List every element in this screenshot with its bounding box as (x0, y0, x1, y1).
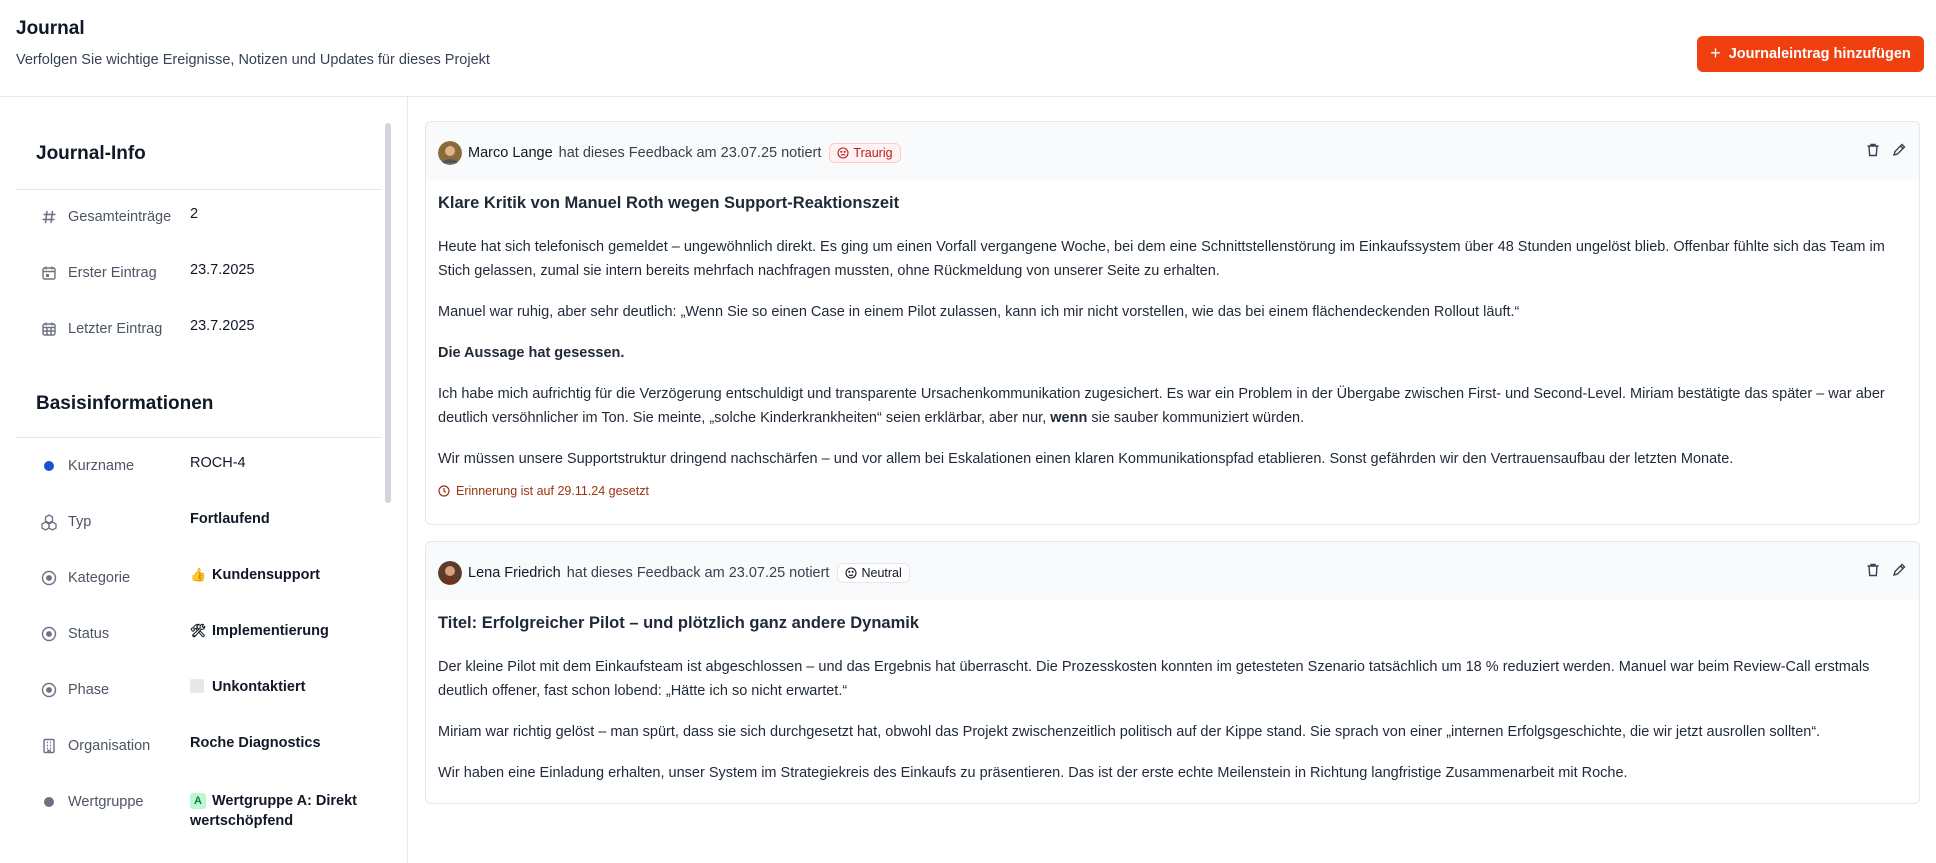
target-icon (40, 625, 58, 643)
info-row-total-entries (40, 206, 380, 228)
journal-info-title: Journal-Info (36, 143, 146, 164)
reminder-note (438, 484, 1907, 498)
thumbs-up-icon: 👍 (190, 567, 207, 582)
info-label: Organisation (68, 738, 151, 754)
info-label: Kategorie (68, 570, 131, 586)
building-icon (40, 737, 58, 755)
info-value: 23.7.2025 (190, 262, 255, 278)
trash-icon[interactable] (1865, 562, 1881, 578)
entry-meta: hat dieses Feedback am 23.07.25 notiert (566, 565, 830, 581)
entry-paragraph: Miriam war richtig gelöst – man spürt, dass sie sich durchgesetzt hat, obwohl das Projekt zwischenzeitlich politisch auf der Kippe stand. Sie sprach von einer „internen Erfolgsgeschichte, die wir jetzt ausrollen sollten“. (438, 724, 1821, 740)
edit-pencil-icon[interactable] (1891, 562, 1907, 578)
mood-badge (837, 563, 909, 583)
value-group-badge: A (190, 793, 206, 809)
info-label: Erster Eintrag (68, 265, 157, 281)
info-value: Unkontaktiert (212, 679, 306, 695)
add-journal-entry-label: Journaleintrag hinzufügen (1728, 46, 1911, 62)
avatar (438, 141, 462, 165)
info-label: Wertgruppe (68, 794, 144, 810)
entry-paragraph: Wir müssen unsere Supportstruktur dringend nachschärfen – und vor allem bei Eskalationen einen klaren Kommunikationspfad etablieren. Sonst gefährden wir den Vertrauensaufbau der letzten Monate. (438, 451, 1734, 467)
entry-header (426, 542, 1919, 600)
mood-label: Traurig (853, 146, 893, 160)
entry-body (426, 180, 1919, 510)
info-label: Kurzname (68, 458, 135, 474)
divider (16, 189, 382, 190)
dot-icon (40, 457, 58, 475)
avatar (438, 561, 462, 585)
basis-info-title: Basisinformationen (36, 393, 214, 414)
entry-body (426, 600, 1919, 804)
info-label: Status (68, 626, 110, 642)
info-label: Phase (68, 682, 110, 698)
entry-author[interactable]: Lena Friedrich (468, 565, 561, 581)
entry-title: Klare Kritik von Manuel Roth wegen Support-Reaktionszeit (438, 194, 900, 212)
entry-meta: hat dieses Feedback am 23.07.25 notiert (558, 145, 822, 161)
target-icon (40, 569, 58, 587)
info-row-wertgruppe (40, 791, 380, 835)
journal-entry-card (425, 121, 1920, 525)
sidebar-scrollbar[interactable] (385, 123, 391, 503)
info-value: Kundensupport (212, 567, 320, 583)
boxes-icon (40, 513, 58, 531)
journal-entry-card (425, 541, 1920, 804)
entry-paragraph: Wir haben eine Einladung erhalten, unser System im Strategiekreis des Einkaufs zu präsentieren. Das ist der erste echte Meilenstein in Richtung langfristige Zusammenarbeit mit Roche. (438, 765, 1628, 781)
info-label: Letzter Eintrag (68, 321, 163, 337)
sad-face-icon (837, 147, 849, 159)
mood-label: Neutral (861, 566, 902, 580)
info-row-first-entry (40, 262, 380, 284)
target-icon (40, 681, 58, 699)
info-label: Gesamteinträge (68, 209, 172, 225)
entry-paragraph: Heute hat sich telefonisch gemeldet – ungewöhnlich direkt. Es ging um einen Vorfall vergangene Woche, bei dem eine Schnittstellenstörung im Einkaufssystem über 48 Stunden ungelöst blieb. Offenbar fühlte sich das Team im Stich gelassen, zumal sie intern bereits mehrfach nachfragen mussten, ohne Rückmeldung von unserer Seite zu erhalten. (438, 239, 1885, 279)
info-value: Roche Diagnostics (190, 735, 321, 751)
info-row-kategorie (40, 567, 380, 589)
entry-header (426, 122, 1919, 180)
info-value-line2: wertschöpfend (190, 813, 294, 829)
info-row-status (40, 623, 380, 645)
info-value: Implementierung (212, 623, 329, 639)
clock-icon (438, 485, 450, 497)
calendar-grid-icon (40, 320, 58, 338)
reminder-text: Erinnerung ist auf 29.11.24 gesetzt (456, 484, 649, 498)
mood-badge (829, 143, 900, 163)
dot-icon (40, 793, 58, 811)
add-journal-entry-button[interactable] (1697, 36, 1924, 72)
page-title: Journal (16, 18, 85, 39)
info-row-kurzname (40, 455, 380, 477)
entry-paragraph: Manuel war ruhig, aber sehr deutlich: „Wenn Sie so einen Case in einem Pilot zulassen, kann ich mir nicht vorstellen, wie das bei einem flächendeckenden Rollout läuft.“ (438, 304, 1520, 320)
entry-author[interactable]: Marco Lange (468, 145, 553, 161)
info-value: Fortlaufend (190, 511, 270, 527)
tools-icon: 🛠 (190, 623, 207, 638)
entry-paragraph: Der kleine Pilot mit dem Einkaufsteam ist abgeschlossen – und das Ergebnis hat überrascht. Die Prozesskosten konnten im getesteten Szenario tatsächlich um 18 % reduziert werden. Manuel war beim Review-Call erstmals deutlich offener, fast schon lobend: „Hätte ich so nicht erwartet.“ (438, 659, 1870, 699)
calendar-icon (40, 264, 58, 282)
page-header (0, 0, 1936, 97)
info-row-last-entry (40, 318, 380, 340)
entry-paragraph: Ich habe mich aufrichtig für die Verzögerung entschuldigt und transparente Ursachenkommunikation zugesichert. Es war ein Problem in der Übergabe zwischen First- und Second-Level. Miriam bestätigte das später – war aber deutlich versöhnlicher im Ton. Sie meinte, „solche Kinderkrankheiten“ seien erklärbar, aber nur, wenn sie sauber kommuniziert würden. (438, 386, 1885, 426)
info-row-typ (40, 511, 380, 533)
entry-paragraph-bold: Die Aussage hat gesessen. (438, 345, 625, 361)
grey-square-icon (190, 679, 204, 693)
page-subtitle: Verfolgen Sie wichtige Ereignisse, Notizen und Updates für dieses Projekt (16, 52, 490, 68)
neutral-face-icon (845, 567, 857, 579)
info-value: 2 (190, 206, 199, 222)
edit-pencil-icon[interactable] (1891, 142, 1907, 158)
info-value: Wertgruppe A: Direkt (212, 793, 358, 809)
trash-icon[interactable] (1865, 142, 1881, 158)
info-label: Typ (68, 514, 92, 530)
plus-icon: + (1710, 43, 1721, 63)
hash-icon (40, 208, 58, 226)
info-value: 23.7.2025 (190, 318, 255, 334)
info-row-phase (40, 679, 380, 701)
info-value: ROCH-4 (190, 455, 246, 471)
entry-title: Titel: Erfolgreicher Pilot – und plötzlich ganz andere Dynamik (438, 614, 920, 632)
divider (16, 437, 382, 438)
info-row-organisation (40, 735, 380, 757)
